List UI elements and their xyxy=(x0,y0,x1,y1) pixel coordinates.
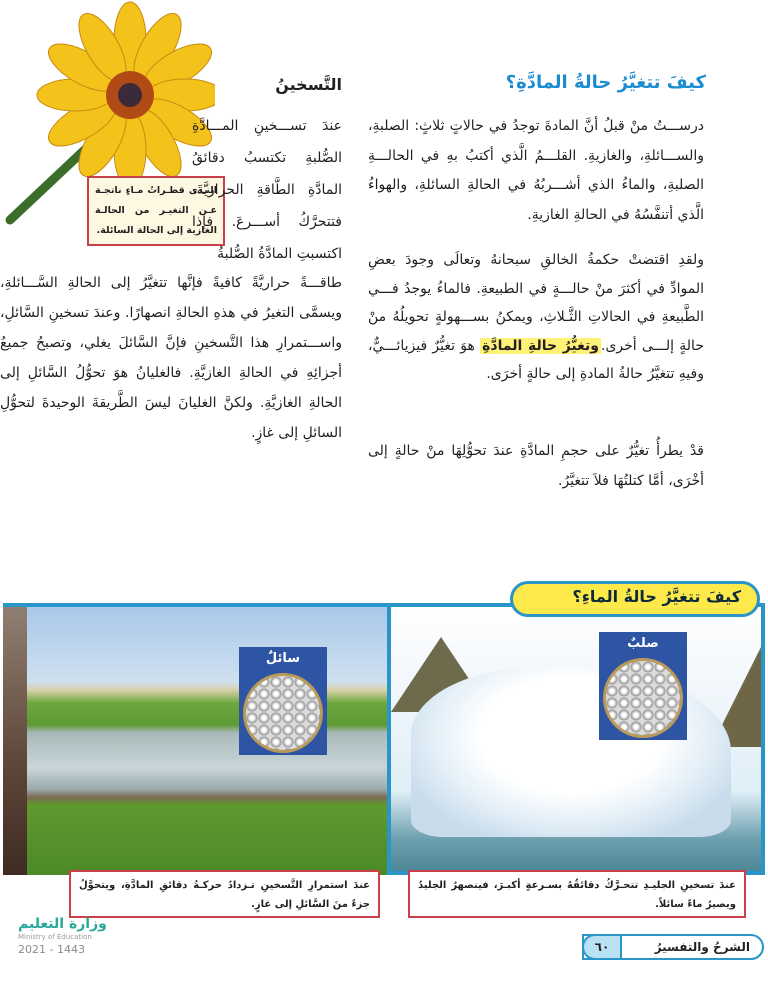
liquid-label: سائلٌ xyxy=(265,651,301,666)
edition-year: 2021 - 1443 xyxy=(18,943,85,956)
molecule-circle xyxy=(243,673,323,753)
dew-caption: النـدى قطـراتُ مـاءٍ ناتجـة عـن التغيـر من الحالـة الغازية إلى الحالة السائلة. xyxy=(87,176,225,246)
heating-paragraph-2: طاقـــةً حراريَّةً كافيةً فإنَّها تتغيَّرُ إلى الحالةِ السَّـــائلةِ، ويسمَّى التغيرُ في هذهِ الحالةِ انصهارًا. وعندَ تسخينِ السَّائلِ، واســـتمرارِ هذا التَّسخينِ فإنَّ السَّائلَ يغلي، وتصبحُ جميعُ أجزائِهِ في الحالةِ الغازيَّةِ. فالغليانُ هوَ تحوُّلُ السَّائلِ إلى الحالةِ الغازيَّةِ. ولكنَّ الغليانَ ليسَ الطَّريقةَ الوحيدةَ لتحوُّلِ السائلِ إلى غازٍ. xyxy=(0,275,342,441)
paragraph-text: هوَ تغيُّرٌ فيزيائـــيٌّ، وفيهِ تتغيَّرُ حالةُ المادةِ إلى حالةٍ أخرَى. xyxy=(368,337,704,382)
ministry-name-ar: وزارة التعليم xyxy=(18,916,107,932)
page-number: ٦٠ xyxy=(582,934,622,960)
ministry-name-en: Ministry of Education xyxy=(18,933,92,941)
heating-heading: التَّسخينُ xyxy=(275,75,342,94)
liquid-molecule-diagram xyxy=(239,647,327,755)
photo-edge-strip xyxy=(3,607,27,875)
water-states-section xyxy=(0,587,768,883)
liquid-caption: عندَ استمرارِ التَّسخينِ تـزدادُ حركـةُ دقائقِ المادَّةِ، ويتحوَّلُ جزءٌ منَ السَّائلِ إلى غازٍ. xyxy=(69,870,380,918)
mass-volume-paragraph: قدْ يطرأُ تغيُّرٌ على حجمِ المادَّةِ عندَ تحوُّلِهَا منْ حالةٍ إلى أخْرَى، أمَّا كتلتُهَا فلاَ تتغيَّرُ. xyxy=(368,443,704,489)
highlighted-term: وتغيُّرُ حالةِ المادَّةِ xyxy=(482,337,599,354)
molecule-circle xyxy=(603,658,683,738)
river-photo xyxy=(3,603,387,875)
state-change-paragraph xyxy=(368,246,704,389)
page-footer xyxy=(582,934,764,960)
intro-paragraph: درســـتُ منْ قبلُ أنَّ المادةَ توجدُ في حالاتٍ ثلاثٍ: الصلبةِ، والســـائلةِ، والغازيةِ. القلـــمُ الَّذي أكتبُ بهِ في الحالـــةِ الصلبةِ، والماءُ الذي أشـــربُهُ في الحالةِ السائلةِ، والهواءُ الَّذي أتنفَّسُهُ في الحالةِ الغازيةِ. xyxy=(368,118,704,223)
heating-paragraph-1: عندَ تســـخينِ المـــادَّةِ الصُّلبةِ تكتسبُ دقائقُ المادَّةِ الطَّاقةِ الحراريَّةَ، فتتحرَّكُ أســـرعَ. فإذا اكتسبتِ المادَّةُ الصُّلبةُ xyxy=(192,118,342,262)
iceberg-photo xyxy=(387,603,765,875)
section-title-matter-change: كيفَ تتغيَّرُ حالةُ المادَّةِ؟ xyxy=(505,72,706,93)
ministry-logo xyxy=(18,916,128,956)
paragraph-text: ولقدِ اقتضتْ حكمةُ الخالقِ سبحانهُ وتعالَى وجودَ بعضِ الموادِّ في أكثرَ منْ حالـــةٍ في الطبيعةِ. فالماءُ يوجدُ فـــي الطَّبيعةِ في الحالاتِ الثَّـلاثِ، ويمكنُ بســـهولةٍ تحويلُهُ منْ حالةٍ إلـــى أخرى. xyxy=(368,252,704,354)
solid-molecule-diagram xyxy=(599,632,687,740)
footer-section-label: الشرحُ والتفسيرُ xyxy=(654,940,750,954)
solid-label: صلبٌ xyxy=(627,636,659,651)
water-section-banner: كيفَ تتغيَّرُ حالةُ الماءِ؟ xyxy=(510,581,760,617)
solid-caption: عندَ تسخينِ الجليـدِ تتحـرَّكُ دقائقُهُ بسـرعةٍ أكبـرَ، فينصهرُ الجليدُ ويصيرُ ماءً سائلاً. xyxy=(408,870,746,918)
